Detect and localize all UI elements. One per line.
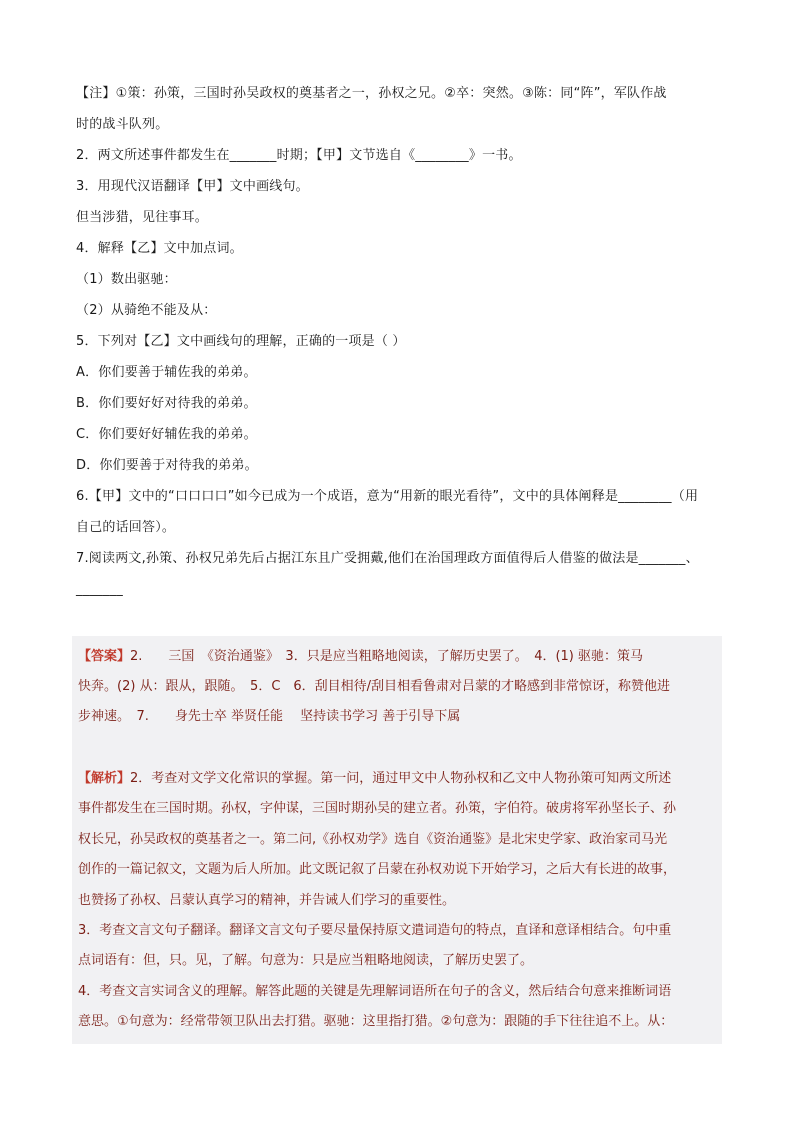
option-d: D．你们要善于对待我的弟弟。 <box>76 458 258 473</box>
analysis-line: 点词语有：但，只。见，了解。句意为：只是应当粗略地阅读，了解历史罢了。 <box>78 953 534 969</box>
question-6-cont: 自己的话回答）。 <box>76 520 176 535</box>
answer-label: 【答案】 <box>78 649 131 664</box>
question-3-sentence: 但当涉猎，见往事耳。 <box>76 210 209 225</box>
question-2: 2．两文所述事件都发生在_______时期；【甲】文节选自《________》一书。 <box>76 148 522 163</box>
analysis-line: 4．考查文言实词含义的理解。解答此题的关键是先理解词语所在句子的含义，然后结合句意来推断词语 <box>78 983 672 999</box>
note-line: 【注】①策：孙策，三国时孙吴政权的奠基者之一，孙权之兄。②卒：突然。③陈：同“阵”，军队作战 <box>76 86 667 101</box>
analysis-line: 事件都发生在三国时期。孙权，字仲谋，三国时期孙吴的建立者。孙策，字伯符。破虏将军孙坚长子、孙 <box>78 801 677 817</box>
answer-section <box>72 636 722 730</box>
question-5: 5．下列对【乙】文中画线句的理解，正确的一项是（ ） <box>76 334 406 349</box>
question-4-item-1: （1）数出驱驰： <box>76 272 177 287</box>
analysis-line: 权长兄，孙吴政权的奠基者之一。第二问,《孙权劝学》选自《资治通鉴》是北宋史学家、政治家司马光 <box>78 831 668 847</box>
analysis-line: 也赞扬了孙权、吕蒙认真学习的精神，并告诫人们学习的重要性。 <box>78 892 456 908</box>
questions-section <box>76 78 736 605</box>
analysis-line: 3．考查文言文句子翻译。翻译文言文句子要尽量保持原文遣词造句的特点，直译和意译相结合。句中重 <box>78 923 672 939</box>
option-b: B．你们要好好对待我的弟弟。 <box>76 396 257 411</box>
question-3: 3．用现代汉语翻译【甲】文中画线句。 <box>76 179 309 194</box>
question-4-item-2: （2）从骑绝不能及从： <box>76 303 217 318</box>
analysis-text: 2．考查对文学文化常识的掌握。第一问，通过甲文中人物孙权和乙文中人物孙策可知两文所述 <box>130 771 672 786</box>
question-6: 6.【甲】文中的“口口口口”如今已成为一个成语，意为“用新的眼光看待”，文中的具体阐释是________（用 <box>76 489 699 504</box>
analysis-line: 创作的一篇记叙文，文题为后人所加。此文既记叙了吕蒙在孙权劝说下开始学习，之后大有长进的故事， <box>78 862 677 878</box>
note-line: 时的战斗队列。 <box>76 117 169 132</box>
analysis-label: 【解析】 <box>78 771 131 786</box>
answer-line <box>78 642 716 672</box>
question-7-cont: _______ <box>76 582 123 597</box>
analysis-line <box>78 764 716 794</box>
option-a: A．你们要善于辅佐我的弟弟。 <box>76 365 257 380</box>
analysis-line: 意思。①句意为：经常带领卫队出去打猎。驱驰：这里指打猎。②句意为：跟随的手下往往追不上。从： <box>78 1014 674 1030</box>
answer-line: 快奔。(2) 从：跟从，跟随。 5．C 6．刮目相待/刮目相看鲁肃对吕蒙的才略感到非常惊讶，称赞他进 <box>78 679 671 694</box>
analysis-section <box>72 730 722 1044</box>
answer-text: 2. 三国 《资治通鉴》 3．只是应当粗略地阅读，了解历史罢了。 4．(1) 驱驰：策马 <box>130 649 644 664</box>
option-c: C．你们要好好辅佐我的弟弟。 <box>76 427 257 442</box>
answer-line: 步神速。 7. 身先士卒 举贤任能 坚持读书学习 善于引导下属 <box>78 709 461 724</box>
question-4: 4．解释【乙】文中加点词。 <box>76 241 243 256</box>
question-7: 7.阅读两文,孙策、孙权兄弟先后占据江东且广受拥戴,他们在治国理政方面值得后人借鉴的做法是_______、 <box>76 551 699 566</box>
